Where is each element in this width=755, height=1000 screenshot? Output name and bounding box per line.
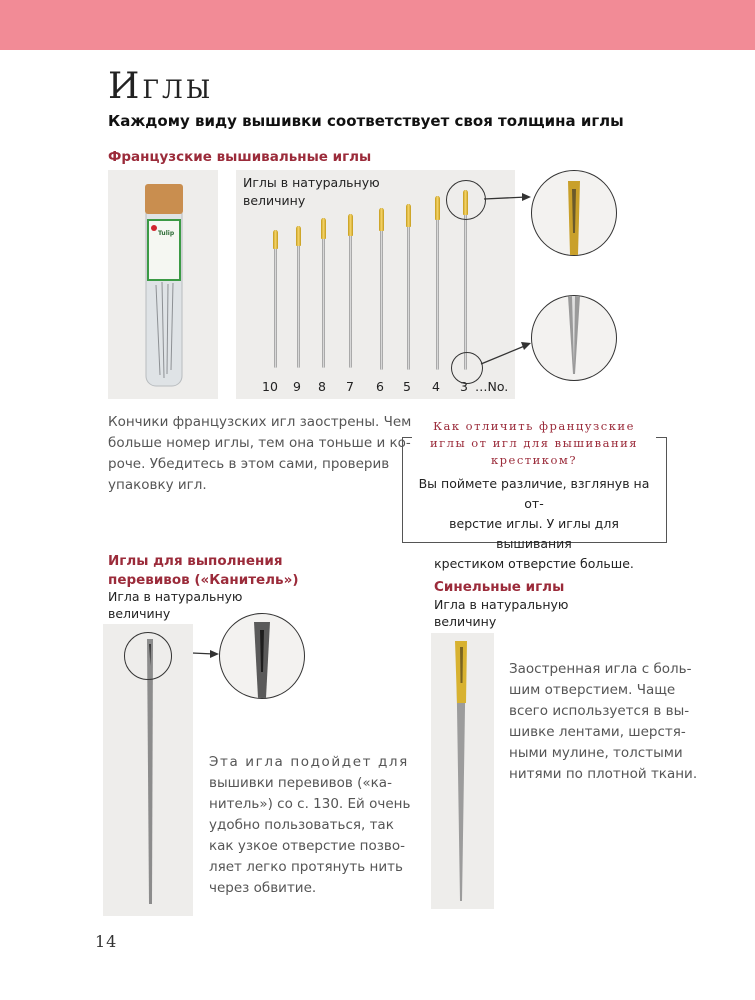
french-needles-heading: Французские вышивальные иглы <box>108 149 372 165</box>
french-desc-line3: роче. Убедитесь в этом сами, проверив <box>108 456 390 472</box>
needle-number-label: 6 <box>376 379 384 394</box>
tip-title-line1: Как отличить французские <box>433 419 635 433</box>
french-desc-line4: упаковку игл. <box>108 477 207 493</box>
chenille-desc-line5: ными мулине, толстыми <box>509 745 683 761</box>
chenille-desc-line3: всего используется в вы- <box>509 703 690 719</box>
page-title: Иглы <box>108 66 214 107</box>
chenille-needle-photo <box>431 633 494 909</box>
tip-title-line2: иглы от игл для вышивания <box>429 436 639 450</box>
needle-number-label: 7 <box>346 379 354 394</box>
needle-number-suffix: …No. <box>475 379 509 394</box>
kanitel-eye-zoom <box>219 613 305 699</box>
tip-title-line3: крестиком? <box>490 453 578 467</box>
chenille-caption-line2: величину <box>434 614 497 629</box>
needle-number-label: 4 <box>432 379 440 394</box>
needle-number-label: 5 <box>403 379 411 394</box>
needle-number-label: 10 <box>262 379 278 394</box>
kanitel-caption-line2: величину <box>108 606 171 621</box>
page-subtitle: Каждому виду вышивки соответствует своя толщина иглы <box>108 112 624 130</box>
kanitel-heading-line2: перевивов («Канитель») <box>108 572 299 588</box>
chenille-desc-line2: шим отверстием. Чаще <box>509 682 676 698</box>
tip-text-line3: крестиком отверстие больше. <box>434 556 634 571</box>
needle-number-label: 3 <box>460 379 468 394</box>
chenille-heading: Синельные иглы <box>434 579 565 595</box>
kanitel-desc-line7: через обвитие. <box>209 880 317 896</box>
needle-number-label: 9 <box>293 379 301 394</box>
needle-eye-zoom <box>531 170 617 256</box>
kanitel-desc-line3: нитель») со с. 130. Ей очень <box>209 796 411 812</box>
kanitel-caption-line1: Игла в натуральную <box>108 589 243 604</box>
tip-text-line1: Вы поймете различие, взглянув на от- <box>418 476 650 511</box>
french-desc-line1: Кончики французских игл заострены. Чем <box>108 414 412 430</box>
kanitel-desc-line6: ляет легко протянуть нить <box>209 859 403 875</box>
tip-text-line2: верстие иглы. У иглы для вышивания <box>449 516 619 551</box>
kanitel-eye-ring <box>124 632 172 680</box>
tip-title <box>412 418 656 469</box>
chenille-desc-line6: нитями по плотной ткани. <box>509 766 698 782</box>
page-number: 14 <box>95 932 118 951</box>
package-brand: Tulip <box>158 230 175 237</box>
kanitel-desc-line1: Эта игла подойдет для <box>209 754 409 770</box>
chenille-caption-line1: Игла в натуральную <box>434 597 569 612</box>
chenille-desc-line4: шивке лентами, шерстя- <box>509 724 686 740</box>
french-caption-line1: Иглы в натуральную <box>243 175 380 190</box>
needle-tip-zoom <box>531 295 617 381</box>
tip-text <box>412 474 656 574</box>
needle-number-label: 8 <box>318 379 326 394</box>
french-caption-line2: величину <box>243 193 306 208</box>
kanitel-desc-line4: удобно пользоваться, так <box>209 817 394 833</box>
kanitel-desc-line2: вышивки перевивов («ка- <box>209 775 392 791</box>
kanitel-desc-line5: как узкое отверстие позво- <box>209 838 406 854</box>
chenille-desc-line1: Заостренная игла с боль- <box>509 661 692 677</box>
kanitel-heading-line1: Иглы для выполнения <box>108 553 283 569</box>
french-desc-line2: больше номер иглы, тем она тоньше и ко- <box>108 435 411 451</box>
